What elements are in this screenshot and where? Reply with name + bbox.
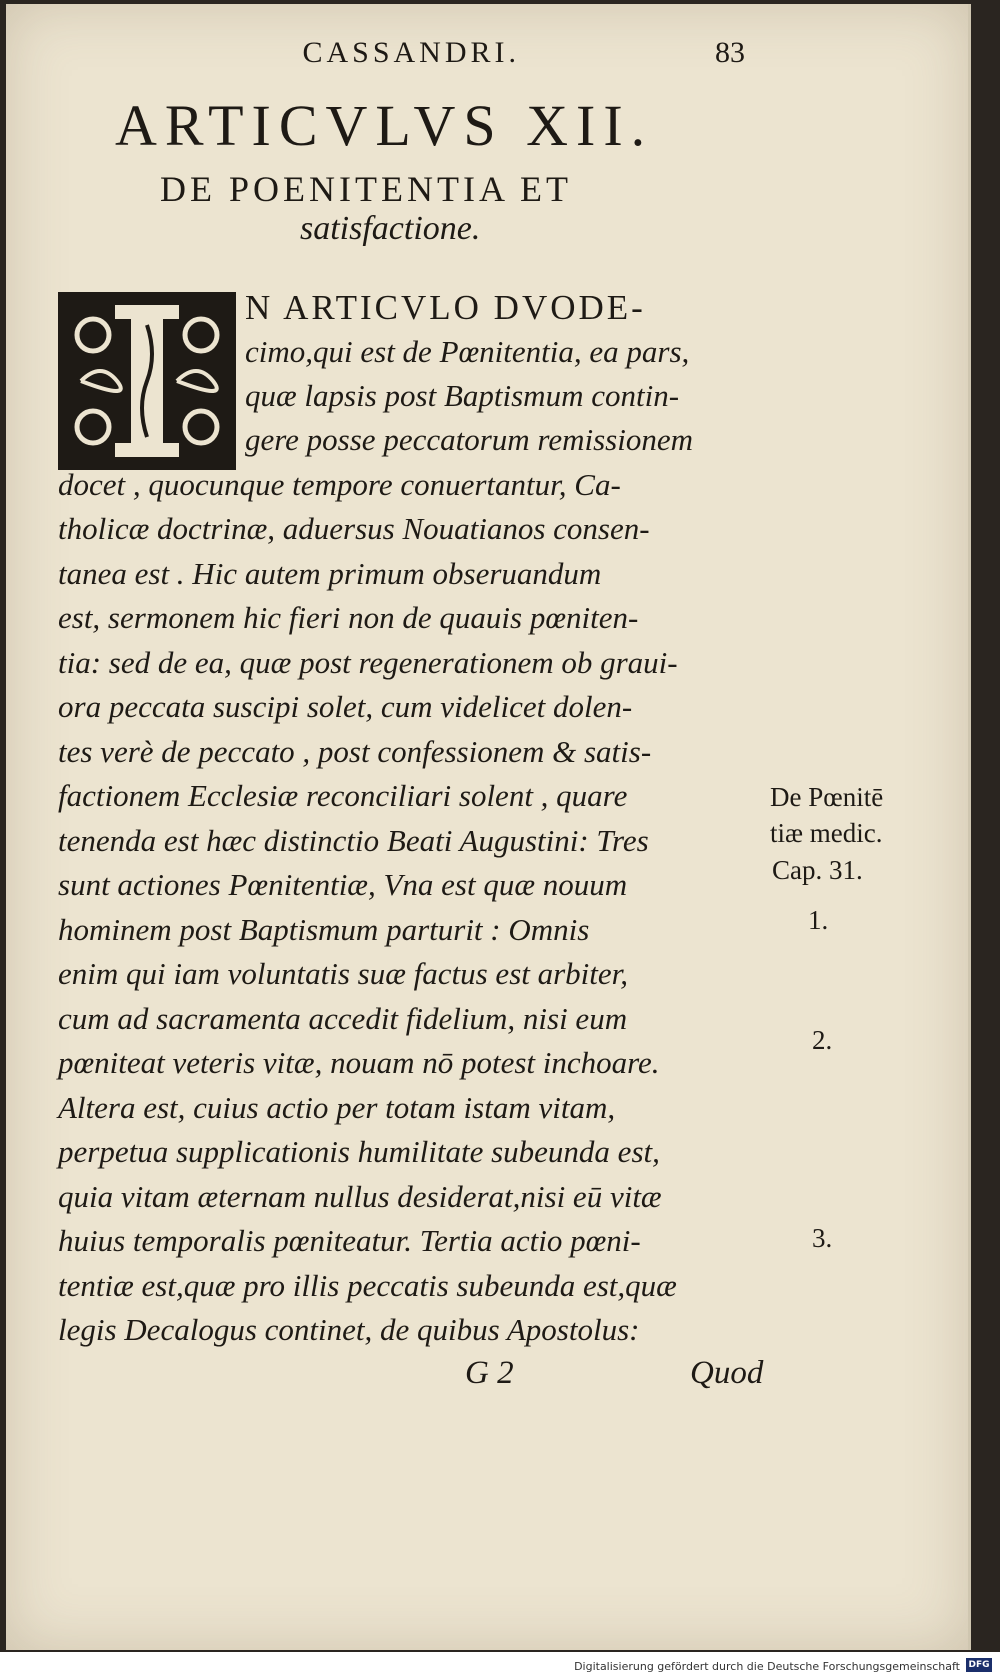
text-line: sunt actiones Pœnitentiæ, Vna est quæ nouum <box>58 867 628 902</box>
text-line: cum ad sacramenta accedit fidelium, nisi eum <box>58 1001 628 1036</box>
margin-note-number: 1. <box>808 905 829 935</box>
ornament-initial-icon <box>61 295 233 467</box>
text-line: hominem post Baptismum parturit : Omnis <box>58 912 590 947</box>
margin-note-reference: Cap. 31. <box>772 855 863 885</box>
text-line: ora peccata suscipi solet, cum videlicet dolen- <box>58 689 633 724</box>
page-number: 83 <box>715 36 745 69</box>
text-line: tes verè de peccato , post confessionem & satis- <box>58 734 652 769</box>
catchword: Quod <box>690 1355 764 1391</box>
text-line: tholicæ doctrinæ, aduersus Nouatianos consen- <box>58 511 650 546</box>
text-line: gere posse peccatorum remissionem <box>245 422 693 457</box>
dfg-logo: DFG <box>966 1658 992 1672</box>
text-line: tia: sed de ea, quæ post regenerationem ob graui- <box>58 645 678 680</box>
text-line: factionem Ecclesiæ reconciliari solent , quare <box>58 778 628 813</box>
article-subtitle-continued: satisfactione. <box>300 210 481 247</box>
margin-note-reference: De Pœnitē <box>770 782 884 812</box>
margin-note-number: 2. <box>812 1025 833 1055</box>
text-line: quæ lapsis post Baptismum contin- <box>245 378 680 413</box>
article-title: ARTICVLVS XII. <box>115 93 654 158</box>
text-line: perpetua supplicationis humilitate subeunda est, <box>58 1134 660 1169</box>
text-line: legis Decalogus continet, de quibus Apostolus: <box>58 1312 640 1347</box>
first-line: N ARTICVLO DVODE- <box>245 288 646 327</box>
article-subtitle: DE POENITENTIA ET <box>160 169 572 209</box>
text-line: quia vitam æternam nullus desiderat,nisi eū vitæ <box>58 1179 662 1214</box>
margin-note-reference: tiæ medic. <box>770 818 883 848</box>
text-line: Altera est, cuius actio per totam istam vitam, <box>58 1090 616 1125</box>
running-head: CASSANDRI. <box>302 36 520 69</box>
text-line: pœniteat veteris vitæ, nouam nō potest inchoare. <box>58 1045 660 1080</box>
margin-note-number: 3. <box>812 1223 833 1253</box>
decorated-initial <box>58 292 236 470</box>
text-line: cimo,qui est de Pœnitentia, ea pars, <box>245 334 690 369</box>
text-line: docet , quocunque tempore conuertantur, Ca- <box>58 467 621 502</box>
signature-mark: G 2 <box>465 1355 514 1391</box>
text-line: enim qui iam voluntatis suæ factus est arbiter, <box>58 956 629 991</box>
text-line: huius temporalis pœniteatur. Tertia actio pœni- <box>58 1223 641 1258</box>
text-line: tanea est . Hic autem primum obseruandum <box>58 556 602 591</box>
text-line: tentiæ est,quæ pro illis peccatis subeunda est,quæ <box>58 1268 677 1303</box>
text-line: tenenda est hæc distinctio Beati Augustini: Tres <box>58 823 649 858</box>
text-line: est, sermonem hic fieri non de quauis pœniten- <box>58 600 639 635</box>
digitization-credit: Digitalisierung gefördert durch die Deutsche Forschungsgemeinschaft <box>574 1660 960 1673</box>
